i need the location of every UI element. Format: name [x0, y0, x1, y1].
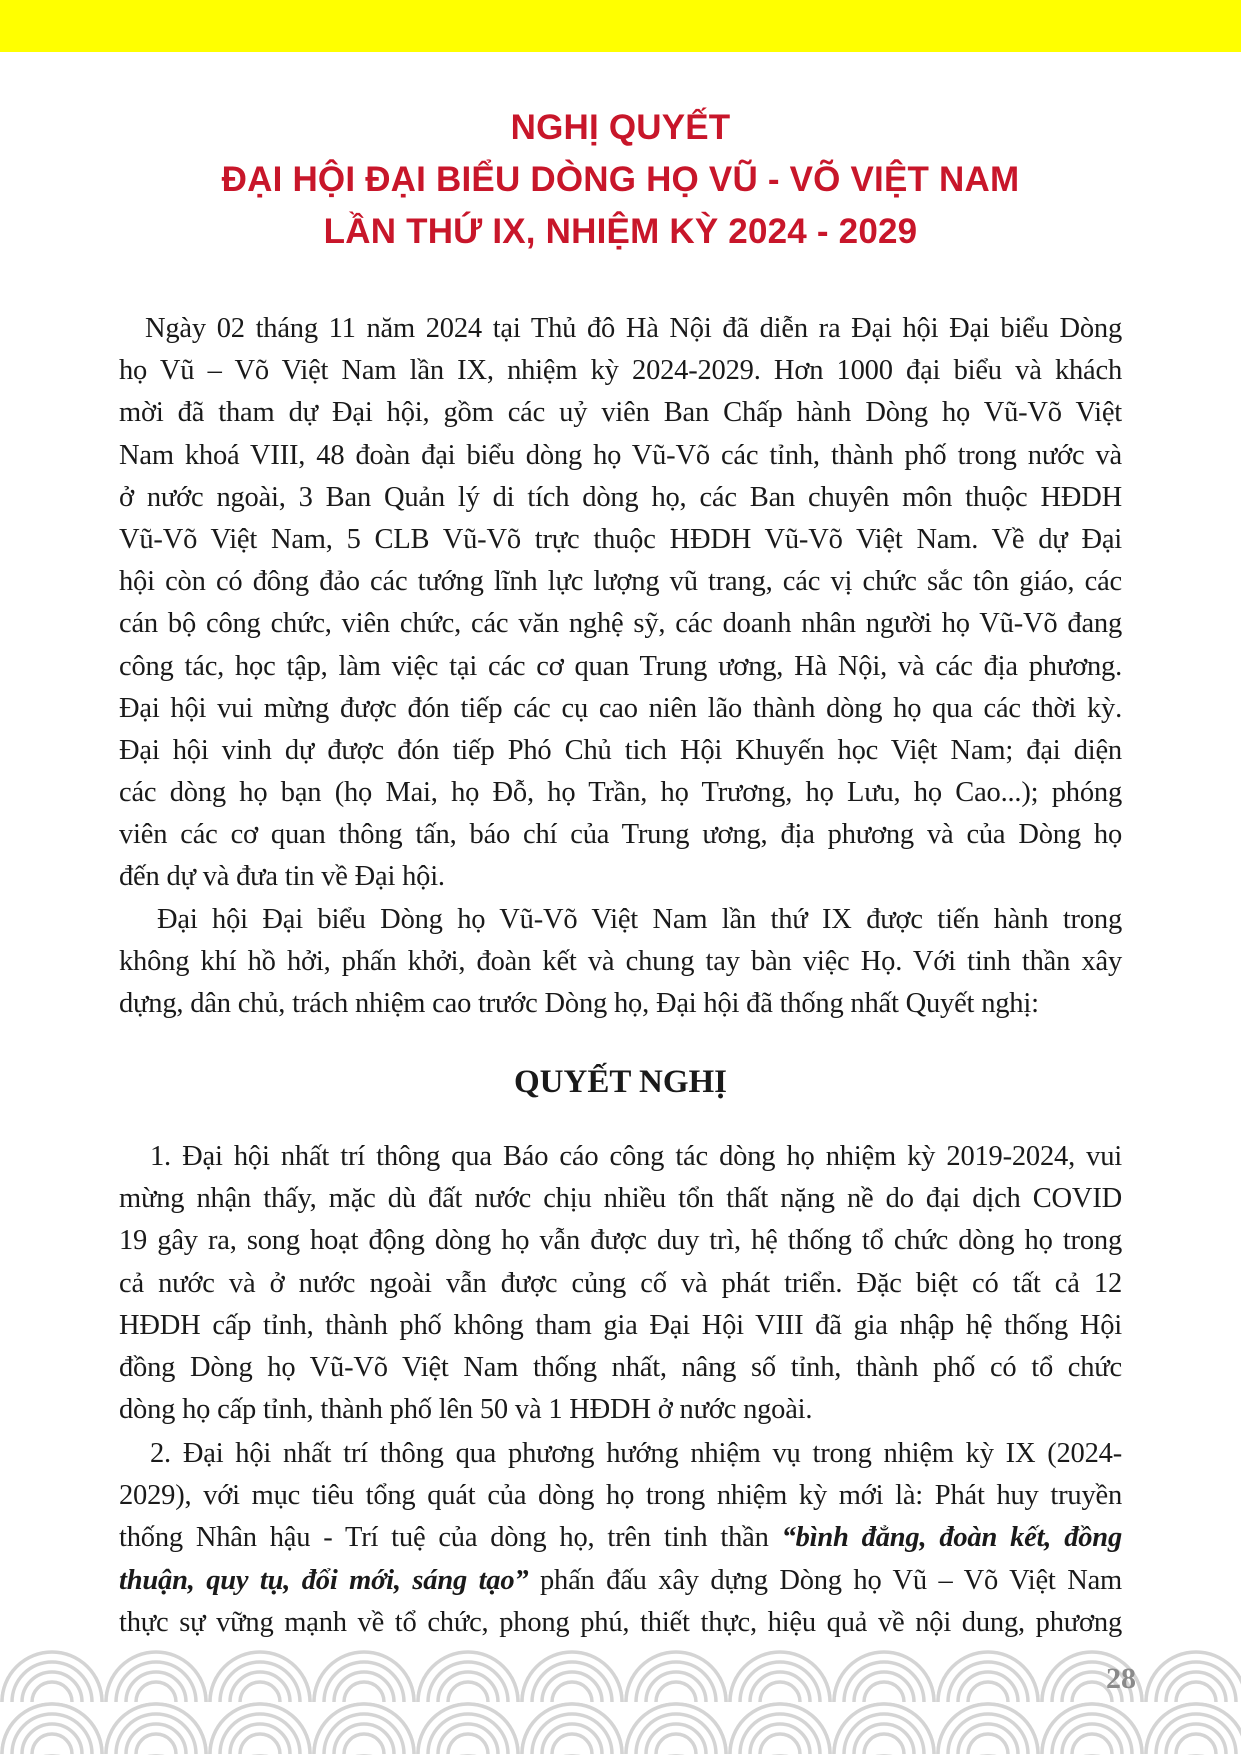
text-line: đồng Dòng họ Vũ-Võ Việt Nam thống nhất, nâng số tỉnh, thành phố có tổ chức: [119, 1351, 1122, 1383]
plain-text: thống Nhân hậu - Trí tuệ của dòng họ, trên tinh thần: [119, 1522, 782, 1554]
text-line: thực sự vững mạnh về tổ chức, phong phú, thiết thực, hiệu quả về nội dung, phương: [119, 1606, 1122, 1638]
wave-pattern-decoration: [0, 1650, 1241, 1755]
text-line: dựng, dân chủ, trách nhiệm cao trước Dòng họ, Đại hội đã thống nhất Quyết nghị:: [119, 988, 1039, 1020]
text-line: công tác, học tập, làm việc tại các cơ quan Trung ương, Hà Nội, và các địa phương.: [119, 650, 1122, 682]
text-line: [119, 1560, 1122, 1602]
text-line: mời đã tham dự Đại hội, gồm các uỷ viên Ban Chấp hành Dòng họ Vũ-Võ Việt: [119, 397, 1122, 429]
resolution-item-1: [119, 1136, 1122, 1431]
text-line: cả nước và ở nước ngoài vẫn được củng cố và phát triển. Đặc biệt có tất cả 12: [119, 1267, 1122, 1299]
text-line: HĐDH cấp tỉnh, thành phố không tham gia Đại Hội VIII đã gia nhập hệ thống Hội: [119, 1309, 1122, 1341]
text-line: 2. Đại hội nhất trí thông qua phương hướng nhiệm vụ trong nhiệm kỳ IX (2024-: [150, 1438, 1122, 1469]
text-line: đến dự và đưa tin về Đại hội.: [119, 861, 445, 893]
text-line: mừng nhận thấy, mặc dù đất nước chịu nhiều tổn thất nặng nề do đại dịch COVID: [119, 1183, 1122, 1215]
text-line: 2029), với mục tiêu tổng quát của dòng họ trong nhiệm kỳ mới là: Phát huy truyền: [119, 1480, 1122, 1512]
text-line: các dòng họ bạn (họ Mai, họ Đỗ, họ Trần, họ Trương, họ Lưu, họ Cao...); phóng: [119, 777, 1122, 809]
text-line: ở nước ngoài, 3 Ban Quản lý di tích dòng họ, các Ban chuyên môn thuộc HĐDH: [119, 481, 1122, 513]
page-number: 28: [1106, 1662, 1136, 1695]
text-line: dòng họ cấp tỉnh, thành phố lên 50 và 1 HĐDH ở nước ngoài.: [119, 1394, 813, 1426]
text-line: Đại hội Đại biểu Dòng họ Vũ-Võ Việt Nam lần thứ IX được tiến hành trong: [157, 904, 1122, 935]
intro-paragraph-1: [119, 308, 1122, 899]
title-line-3: LẦN THỨ IX, NHIỆM KỲ 2024 - 2029: [323, 212, 918, 251]
plain-text: phấn đấu xây dựng Dòng họ Vũ – Võ Việt Nam: [528, 1564, 1122, 1596]
text-line: Nam khoá VIII, 48 đoàn đại biểu dòng họ Vũ-Võ các tỉnh, thành phố trong nước và: [119, 439, 1122, 471]
text-line: không khí hồ hởi, phấn khởi, đoàn kết và chung tay bàn việc Họ. Với tinh thần xây: [119, 946, 1122, 978]
top-yellow-bar: [0, 0, 1241, 52]
text-line: họ Vũ – Võ Việt Nam lần IX, nhiệm kỳ 2024-2029. Hơn 1000 đại biểu và khách: [119, 355, 1122, 387]
text-line: hội còn có đông đảo các tướng lĩnh lực lượng vũ trang, các vị chức sắc tôn giáo, các: [119, 566, 1122, 598]
section-heading: QUYẾT NGHỊ: [513, 1064, 728, 1100]
text-line: Vũ-Võ Việt Nam, 5 CLB Vũ-Võ trực thuộc HĐDH Vũ-Võ Việt Nam. Về dự Đại: [119, 523, 1122, 555]
text-line: viên các cơ quan thông tấn, báo chí của Trung ương, địa phương và của Dòng họ: [119, 819, 1122, 851]
text-line: 19 gây ra, song hoạt động dòng họ vẫn được duy trì, hệ thống tổ chức dòng họ trong: [119, 1225, 1122, 1257]
resolution-item-2: [119, 1433, 1122, 1644]
text-line: [119, 1517, 1122, 1559]
emphasized-text: “bình đẳng, đoàn kết, đồng: [781, 1522, 1122, 1554]
text-line: Ngày 02 tháng 11 năm 2024 tại Thủ đô Hà Nội đã diễn ra Đại hội Đại biểu Dòng: [145, 313, 1122, 344]
text-line: Đại hội vinh dự được đón tiếp Phó Chủ tich Hội Khuyến học Việt Nam; đại diện: [119, 734, 1122, 766]
title-line-1: NGHỊ QUYẾT: [510, 108, 731, 147]
text-line: 1. Đại hội nhất trí thông qua Báo cáo công tác dòng họ nhiệm kỳ 2019-2024, vui: [150, 1141, 1122, 1172]
intro-paragraph-2: [119, 899, 1122, 1026]
emphasized-text: thuận, quy tụ, đổi mới, sáng tạo”: [119, 1564, 529, 1596]
text-line: cán bộ công chức, viên chức, các văn nghệ sỹ, các doanh nhân người họ Vũ-Võ đang: [119, 608, 1122, 640]
title-line-2: ĐẠI HỘI ĐẠI BIỂU DÒNG HỌ VŨ - VÕ VIỆT NAM: [221, 160, 1020, 199]
text-line: Đại hội vui mừng được đón tiếp các cụ cao niên lão thành dòng họ qua các thời kỳ.: [119, 692, 1122, 724]
